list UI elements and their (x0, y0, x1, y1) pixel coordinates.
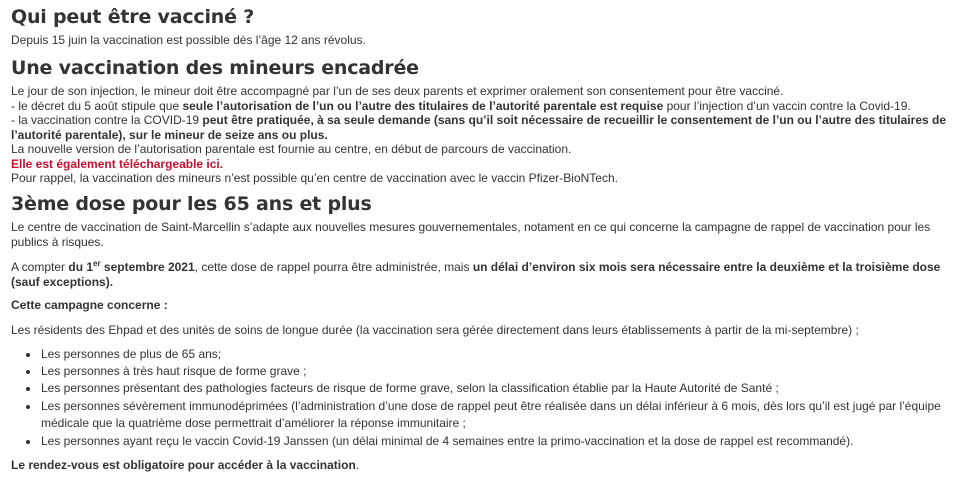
campaign-label: Cette campagne concerne : (11, 297, 168, 312)
third-dose-timing (11, 260, 948, 290)
sixteen-plus-item (11, 113, 948, 142)
list-item: • Les personnes de plus de 65 ans; (40, 346, 948, 363)
list-item: • Les personnes ayant reçu le vaccin Covid-19 Janssen (un délai minimal de 4 semaines entre la primo-vaccination et la dose de rappel est recommandé). (40, 433, 948, 450)
timing-delay-bold: un délai d’environ six mois sera nécessaire entre la deuxième et la troisième dose (sauf exceptions). (11, 259, 941, 289)
sixteen-plus-item-bold: peut être pratiquée, à sa seule demande (sans qu’il soit nécessaire de recueillir le consentement de l’un ou l’autre des titulaires de l’autorité parentale), sur le mineur de seize ans ou plus. (11, 113, 946, 142)
appointment-required-bold: Le rendez-vous est obligatoire pour accéder à la vaccination (11, 457, 356, 472)
timing-middle: , cette dose de rappel pourra être administrée, mais (194, 259, 473, 274)
timing-date-sup: er (93, 258, 101, 268)
timing-date-month: septembre 2021 (100, 259, 195, 274)
sixteen-plus-item-start: - la vaccination contre la COVID-19 (11, 113, 203, 127)
timing-date (68, 260, 194, 274)
timing-start: A compter (11, 259, 69, 274)
list-item: • Les personnes présentant des pathologies facteurs de risque de forme grave, selon la classification établie par la Haute Autorité de Santé ; (40, 380, 948, 397)
minors-intro-text: Le jour de son injection, le mineur doit être accompagné par l’un de ses deux parents et exprimer oralement son consentement pour être vacciné. (11, 84, 784, 98)
decree-item-start: - le décret du 5 août stipule que (11, 98, 183, 113)
timing-date-day: du 1 (68, 259, 94, 274)
appointment-required-text (11, 458, 948, 473)
age-eligibility-text: Depuis 15 juin la vaccination est possible dès l’âge 12 ans révolus. (11, 33, 366, 47)
list-item: • Les personnes sévèrement immunodéprimées (l’administration d’une dose de rappel peut être réalisée dans un délai inférieur à 6 mois, dès lors qu’il est jugé par l’équipe médicale que la quatrième dose permettrait d’améliorer la réponse immunitaire ; (40, 398, 948, 433)
heading-third-dose: 3ème dose pour les 65 ans et plus (11, 192, 372, 215)
decree-item-bold: seule l’autorisation de l’un ou l’autre des titulaires de l’autorité parentale est requise (182, 98, 664, 113)
heading-minors-vaccination: Une vaccination des mineurs encadrée (11, 57, 419, 79)
parental-form-note: La nouvelle version de l’autorisation parentale est fournie au centre, en début de parcours de vaccination. (11, 142, 572, 156)
download-form-link[interactable]: Elle est également téléchargeable ici. (11, 156, 224, 171)
heading-who-can-be-vaccinated: Qui peut être vacciné ? (11, 6, 255, 28)
eligible-groups-list (11, 346, 948, 450)
appointment-required-dot: . (355, 457, 360, 472)
decree-item-end: pour l’injection d’un vaccin contre la Covid-19. (663, 98, 911, 113)
list-item: • Les personnes à très haut risque de forme grave ; (40, 363, 948, 380)
third-dose-intro: Le centre de vaccination de Saint-Marcellin s’adapte aux nouvelles mesures gouvernementales, notament en ce qui concerne la campagne de rappel de vaccination pour les publics à risques. (11, 219, 931, 249)
minors-section-body (11, 84, 948, 186)
pfizer-reminder-text: Pour rappel, la vaccination des mineurs n’est possible qu’en centre de vaccination avec le vaccin Pfizer-BioNTech. (11, 171, 618, 185)
decree-item (11, 99, 948, 114)
ehpad-residents-text: Les résidents des Ehpad et des unités de soins de longue durée (la vaccination sera gérée directement dans leurs établissements à partir de la mi-septembre) ; (11, 322, 859, 337)
